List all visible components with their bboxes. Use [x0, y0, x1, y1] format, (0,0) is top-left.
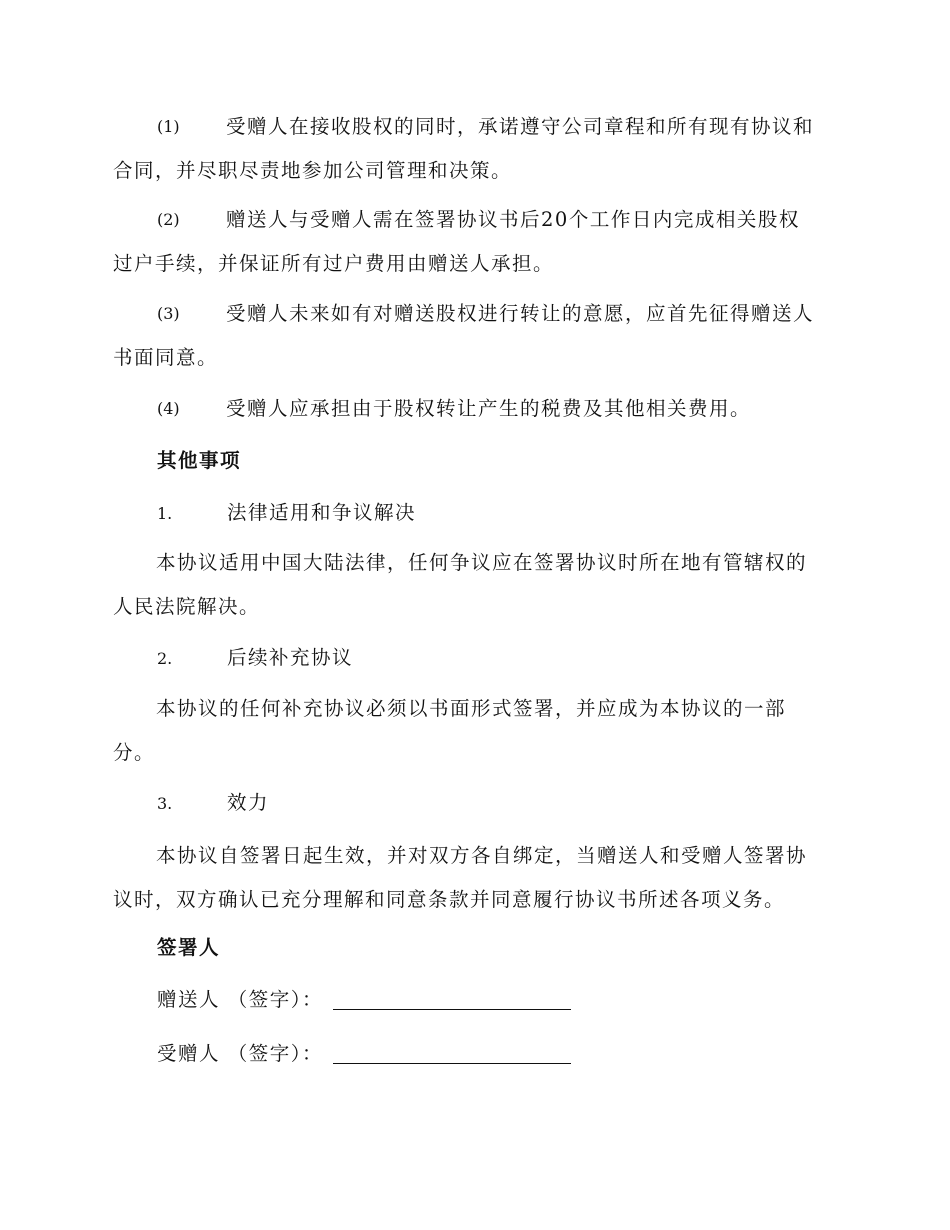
body-line-1: 本协议自签署日起生效，并对双方各自绑定，当赠送人和受赠人签署协: [156, 844, 808, 867]
subitem-2-body: [113, 687, 833, 775]
body-line-1: 本协议的任何补充协议必须以书面形式签署，并应成为本协议的一部: [156, 697, 787, 720]
section-heading-signers: 签署人: [157, 936, 221, 959]
clause-1: [113, 105, 833, 193]
subitem-1-title: [157, 491, 837, 536]
subitem-title: 效力: [227, 791, 270, 814]
clause-number: (2): [157, 210, 180, 229]
signature-row-giver: [157, 978, 571, 1022]
signature-label: 受赠人 （签字）：: [157, 1042, 323, 1065]
subitem-title: 法律适用和争议解决: [227, 501, 417, 524]
signature-line[interactable]: [333, 1009, 571, 1010]
subitem-1-body: [113, 541, 833, 629]
clause-text-line-1: 受赠人未来如有对赠送股权进行转让的意愿，应首先征得赠送人: [226, 302, 815, 325]
body-line-2: 人民法院解决。: [113, 595, 261, 618]
clause-2: [113, 198, 833, 286]
clause-text-line-2: 过户手续，并保证所有过户费用由赠送人承担。: [113, 252, 555, 275]
clause-3: [113, 292, 833, 380]
signature-label: 赠送人 （签字）：: [157, 988, 323, 1011]
signature-row-receiver: [157, 1032, 571, 1076]
clause-text-line-1: 受赠人应承担由于股权转让产生的税费及其他相关费用。: [226, 397, 752, 420]
body-line-2: 议时，双方确认已充分理解和同意条款并同意履行协议书所述各项义务。: [113, 888, 786, 911]
signature-line[interactable]: [333, 1063, 571, 1064]
clause-text-line-1: 受赠人在接收股权的同时，承诺遵守公司章程和所有现有协议和: [226, 115, 815, 138]
clause-number: (3): [157, 304, 180, 323]
subitem-number: 2.: [157, 649, 173, 668]
body-line-2: 分。: [113, 741, 156, 764]
subitem-3-title: [157, 781, 837, 826]
clause-4: [113, 387, 833, 431]
clause-text-line-1: 赠送人与受赠人需在签署协议书后20个工作日内完成相关股权: [226, 208, 800, 231]
subitem-number: 1.: [157, 504, 173, 523]
body-line-1: 本协议适用中国大陆法律，任何争议应在签署协议时所在地有管辖权的: [156, 551, 808, 574]
subitem-title: 后续补充协议: [227, 646, 354, 669]
clause-number: (4): [157, 399, 180, 418]
subitem-3-body: [113, 834, 833, 922]
subitem-number: 3.: [157, 794, 173, 813]
clause-number: (1): [157, 117, 180, 136]
subitem-2-title: [157, 636, 837, 681]
clause-text-line-2: 书面同意。: [113, 346, 219, 369]
section-heading-other: 其他事项: [157, 449, 242, 472]
clause-text-line-2: 合同，并尽职尽责地参加公司管理和决策。: [113, 159, 513, 182]
